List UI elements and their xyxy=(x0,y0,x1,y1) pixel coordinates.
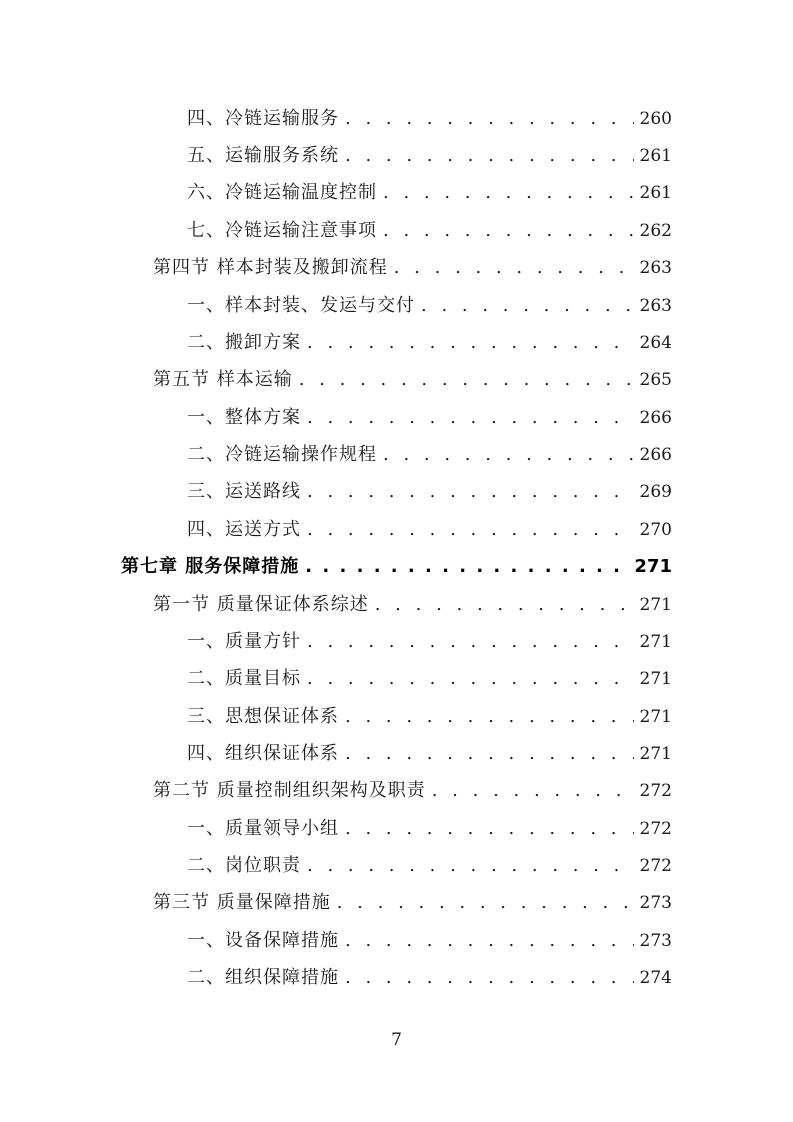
toc-entry-label: 一、质量领导小组 xyxy=(187,818,339,839)
dot-leader xyxy=(307,851,634,881)
toc-entry-page: 263 xyxy=(639,296,672,316)
toc-section-label: 第四节 样本封装及搬卸流程 xyxy=(153,257,388,278)
toc-entry-page: 271 xyxy=(639,744,672,764)
dot-leader xyxy=(345,963,634,993)
toc-chapter-page: 271 xyxy=(634,556,672,577)
toc-entry-label: 四、组织保证体系 xyxy=(187,743,339,764)
dot-leader xyxy=(307,627,634,657)
toc-entry[interactable] xyxy=(187,664,672,694)
toc-section[interactable] xyxy=(153,365,672,395)
toc-entry-page: 261 xyxy=(639,183,672,203)
toc-entry[interactable] xyxy=(187,963,672,993)
dot-leader xyxy=(307,328,634,358)
dot-leader xyxy=(307,477,634,507)
toc-entry[interactable] xyxy=(187,328,672,358)
dot-leader xyxy=(383,216,634,246)
dot-leader xyxy=(305,552,628,582)
toc-entry[interactable] xyxy=(187,926,672,956)
toc-section-page: 265 xyxy=(639,370,672,390)
toc-entry-label: 一、样本封装、发运与交付 xyxy=(187,295,415,316)
toc-chapter[interactable] xyxy=(121,552,672,582)
toc-entry[interactable] xyxy=(187,440,672,470)
toc-entry-page: 261 xyxy=(639,146,672,166)
toc-entry[interactable] xyxy=(187,702,672,732)
toc-entry-label: 二、组织保障措施 xyxy=(187,967,339,988)
toc-entry-label: 一、质量方针 xyxy=(187,631,301,652)
toc-entry-page: 272 xyxy=(639,819,672,839)
toc-entry[interactable] xyxy=(187,739,672,769)
toc-section-page: 271 xyxy=(639,595,672,615)
toc-entry-page: 260 xyxy=(639,109,672,129)
toc-entry-page: 271 xyxy=(639,707,672,727)
toc-entry-label: 七、冷链运输注意事项 xyxy=(187,220,377,241)
toc-section[interactable] xyxy=(153,253,672,283)
dot-leader xyxy=(375,590,634,620)
toc-section-label: 第三节 质量保障措施 xyxy=(153,892,331,913)
toc-chapter-label: 第七章 服务保障措施 xyxy=(121,556,300,577)
toc-entry[interactable] xyxy=(187,515,672,545)
toc-entry-label: 四、冷链运输服务 xyxy=(187,108,339,129)
dot-leader xyxy=(345,141,634,171)
toc-entry[interactable] xyxy=(187,141,672,171)
toc-entry-page: 272 xyxy=(639,856,672,876)
toc-entry-page: 271 xyxy=(639,669,672,689)
dot-leader xyxy=(337,888,634,918)
dot-leader xyxy=(432,776,634,806)
toc-entry[interactable] xyxy=(187,216,672,246)
toc-entry[interactable] xyxy=(187,178,672,208)
toc-entry-label: 四、运送方式 xyxy=(187,519,301,540)
dot-leader xyxy=(345,739,634,769)
toc-entry[interactable] xyxy=(187,814,672,844)
toc-section-page: 272 xyxy=(639,781,672,801)
dot-leader xyxy=(345,814,634,844)
toc-section-page: 273 xyxy=(639,893,672,913)
dot-leader xyxy=(307,403,634,433)
toc-entry[interactable] xyxy=(187,291,672,321)
dot-leader xyxy=(421,291,634,321)
toc-entry-label: 二、质量目标 xyxy=(187,668,301,689)
dot-leader xyxy=(345,702,634,732)
dot-leader xyxy=(307,664,634,694)
toc-entry-label: 二、搬卸方案 xyxy=(187,332,301,353)
toc-entry-label: 三、思想保证体系 xyxy=(187,706,339,727)
toc-section-label: 第五节 样本运输 xyxy=(153,369,293,390)
toc-entry[interactable] xyxy=(187,627,672,657)
toc-entry-page: 274 xyxy=(639,968,672,988)
toc-entry-label: 六、冷链运输温度控制 xyxy=(187,182,377,203)
toc-entry[interactable] xyxy=(187,403,672,433)
toc-entry-page: 271 xyxy=(639,632,672,652)
toc-entry-page: 266 xyxy=(639,408,672,428)
dot-leader xyxy=(299,365,634,395)
toc-section[interactable] xyxy=(153,776,672,806)
toc-entry-label: 五、运输服务系统 xyxy=(187,145,339,166)
dot-leader xyxy=(345,104,634,134)
toc-section-label: 第一节 质量保证体系综述 xyxy=(153,594,369,615)
page-number: 7 xyxy=(391,1030,402,1050)
dot-leader xyxy=(383,178,634,208)
toc-section[interactable] xyxy=(153,590,672,620)
toc-section[interactable] xyxy=(153,888,672,918)
dot-leader xyxy=(307,515,634,545)
toc-entry-label: 二、岗位职责 xyxy=(187,855,301,876)
toc-entry-page: 270 xyxy=(639,520,672,540)
toc-entry-label: 三、运送路线 xyxy=(187,481,301,502)
toc-entry[interactable] xyxy=(187,104,672,134)
toc-entry-label: 二、冷链运输操作规程 xyxy=(187,444,377,465)
toc-entry-label: 一、整体方案 xyxy=(187,407,301,428)
dot-leader xyxy=(383,440,634,470)
toc-section-page: 263 xyxy=(639,258,672,278)
toc-entry[interactable] xyxy=(187,851,672,881)
toc-entry-page: 269 xyxy=(639,482,672,502)
toc-entry-page: 273 xyxy=(639,931,672,951)
toc-entry-page: 264 xyxy=(639,333,672,353)
toc-entry-label: 一、设备保障措施 xyxy=(187,930,339,951)
toc-entry-page: 262 xyxy=(639,221,672,241)
toc-entry-page: 266 xyxy=(639,445,672,465)
toc-entry[interactable] xyxy=(187,477,672,507)
dot-leader xyxy=(345,926,634,956)
dot-leader xyxy=(394,253,634,283)
toc-section-label: 第二节 质量控制组织架构及职责 xyxy=(153,780,426,801)
